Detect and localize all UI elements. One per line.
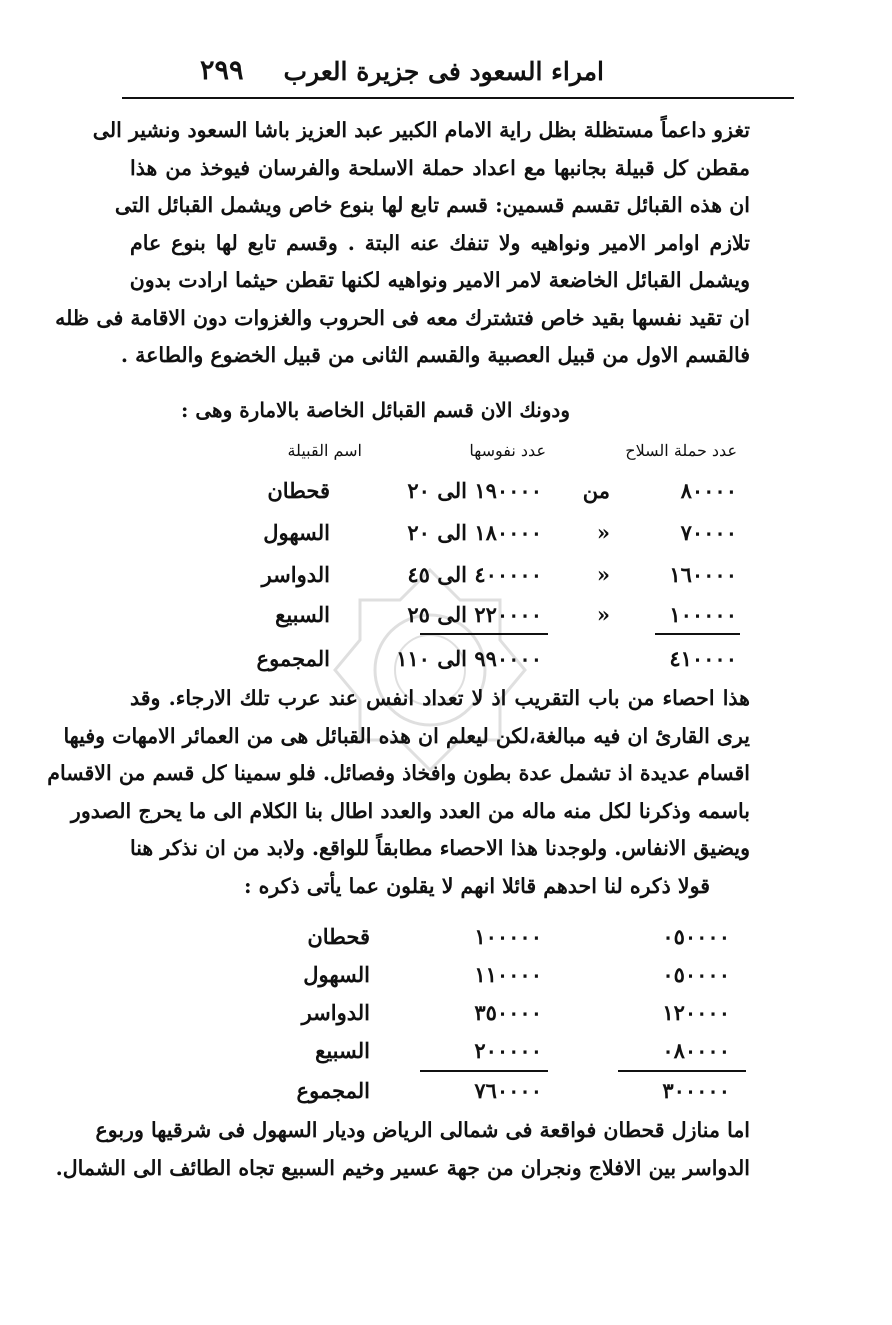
paragraph-2 xyxy=(47,680,750,905)
t2-total-label: المجموع xyxy=(296,1078,370,1103)
t1-total-arms: ٤١٠٠٠٠ xyxy=(669,646,737,671)
text-line: باسمه وذكرنا لكل منه ماله من العدد والعدد اطال بنا الكلام الى ما يحرج الصدور xyxy=(70,798,750,823)
text-line: يرى القارئ ان فيه مبالغة،لكن ليعلم ان هذه القبائل هى من العمائر الامهات وفيها xyxy=(63,723,750,748)
t1-marker-cell: « xyxy=(596,562,610,587)
t1-arms-cell: ١٦٠٠٠٠ xyxy=(669,562,737,587)
t2-a-cell: ٠٥٠٠٠٠ xyxy=(662,962,730,987)
t1-tribe-cell: الدواسر xyxy=(261,562,330,587)
t1-total-label: المجموع xyxy=(256,646,330,671)
header-arms: عدد حملة السلاح xyxy=(625,441,737,460)
text-line: ان هذه القبائل تقسم قسمين: قسم تابع لها بنوع خاص ويشمل القبائل التى xyxy=(114,193,750,217)
t1-arms-cell: ٧٠٠٠٠ xyxy=(680,520,737,545)
sum-rule xyxy=(420,633,548,635)
t2-tribe-cell: السبيع xyxy=(315,1038,370,1063)
t1-souls-cell: ٢٢٠٠٠٠ الى ٢٥ xyxy=(407,602,542,627)
text-line: هذا احصاء من باب التقريب اذ لا تعداد انفس عند عرب تلك الارجاء. وقد xyxy=(130,686,750,710)
t1-tribe-cell: السبيع xyxy=(275,602,330,627)
paragraph-1 xyxy=(55,112,750,375)
t2-total-a: ٣٠٠٠٠٠ xyxy=(662,1078,730,1103)
t2-a-cell: ٠٨٠٠٠٠ xyxy=(662,1038,730,1063)
t1-souls-cell: ١٨٠٠٠٠ الى ٢٠ xyxy=(407,520,542,545)
text-line: ان تقيد نفسها بقيد خاص فتشترك معه فى الحروب والغزوات دون الاقامة فى ظله xyxy=(55,305,750,330)
t1-arms-cell: ٨٠٠٠٠ xyxy=(680,478,737,503)
t2-b-cell: ٢٠٠٠٠٠ xyxy=(474,1038,542,1063)
paragraph-3 xyxy=(55,1112,750,1187)
header-tribe: اسم القبيلة xyxy=(287,441,362,460)
t1-souls-cell: ١٩٠٠٠٠ الى ٢٠ xyxy=(407,478,542,503)
text-line: ويضيق الانفاس. ولوجدنا هذا الاحصاء مطابقاً للواقع. ولابد من ان نذكر هنا xyxy=(130,836,750,860)
t1-marker-cell: من xyxy=(582,478,610,503)
sum-rule xyxy=(618,1070,746,1072)
text-line: تلازم اوامر الامير ونواهيه ولا تنفك عنه البتة . وقسم تابع لها بنوع عام xyxy=(130,230,750,255)
page-number: ٢٩٩ xyxy=(200,55,244,86)
t1-marker-cell: « xyxy=(596,602,610,627)
t2-tribe-cell: قحطان xyxy=(307,924,370,949)
t2-a-cell: ١٢٠٠٠٠ xyxy=(662,1000,730,1025)
text-line: قولا ذكره لنا احدهم قائلا انهم لا يقلون عما يأتى ذكره : xyxy=(243,873,710,898)
t1-marker-cell: « xyxy=(596,520,610,545)
t2-b-cell: ١٠٠٠٠٠ xyxy=(474,924,542,949)
text-line: ويشمل القبائل الخاضعة لامر الامير ونواهيه لكنها تقطن حيثما ارادت بدون xyxy=(129,268,750,292)
t2-total-b: ٧٦٠٠٠٠ xyxy=(474,1078,542,1103)
t2-a-cell: ٠٥٠٠٠٠ xyxy=(662,924,730,949)
t2-b-cell: ١١٠٠٠٠ xyxy=(474,962,542,987)
t1-tribe-cell: السهول xyxy=(263,520,330,545)
text-line: الدواسر بين الافلاج ونجران من جهة عسير وخيم السبيع تجاه الطائف الى الشمال. xyxy=(55,1155,750,1180)
text-line: فالقسم الاول من قبيل العصبية والقسم الثانى من قبيل الخضوع والطاعة . xyxy=(120,343,750,367)
t1-arms-cell: ١٠٠٠٠٠ xyxy=(669,602,737,627)
t1-souls-cell: ٤٠٠٠٠٠ الى ٤٥ xyxy=(407,562,542,587)
text-line: تغزو داعماً مستظلة بظل راية الامام الكبير عبد العزيز باشا السعود ونشير الى xyxy=(92,118,750,142)
header-souls: عدد نفوسها xyxy=(469,441,546,460)
t2-tribe-cell: السهول xyxy=(303,962,370,987)
t2-b-cell: ٣٥٠٠٠٠ xyxy=(474,1000,542,1025)
page-header xyxy=(122,55,794,99)
t1-tribe-cell: قحطان xyxy=(267,478,330,503)
sum-rule xyxy=(655,633,740,635)
text-line: اقسام عديدة اذ تشمل عدة بطون وافخاذ وفصائل. فلو سمينا كل قسم من الاقسام xyxy=(47,761,750,785)
text-line: اما منازل قحطان فواقعة فى شمالى الرياض وديار السهول فى شرقيها وربوع xyxy=(95,1118,750,1142)
t2-tribe-cell: الدواسر xyxy=(301,1000,370,1025)
sum-rule xyxy=(420,1070,548,1072)
running-title: امراء السعود فى جزيرة العرب xyxy=(283,57,604,86)
table-1-intro: ودونك الان قسم القبائل الخاصة بالامارة وهى : xyxy=(181,398,570,422)
text-line: مقطن كل قبيلة بجانبها مع اعداد حملة الاسلحة والفرسان فيوخذ من هذا xyxy=(130,155,750,180)
t1-total-souls: ٩٩٠٠٠٠ الى ١١٠ xyxy=(396,646,542,671)
